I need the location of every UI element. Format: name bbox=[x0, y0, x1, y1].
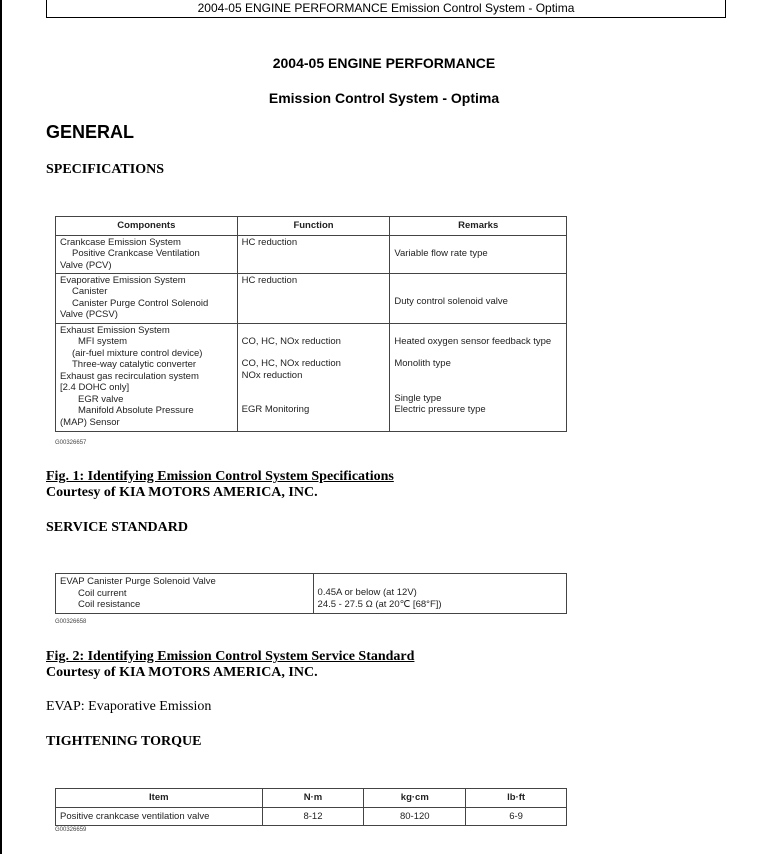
function-text: CO, HC, NOx reduction bbox=[241, 335, 341, 347]
component-line: Exhaust Emission System bbox=[60, 324, 170, 336]
service-standard-row bbox=[56, 574, 567, 614]
remark-text: Heated oxygen sensor feedback type bbox=[394, 335, 552, 347]
remarks-cell bbox=[390, 323, 567, 431]
figure-code: G00326657 bbox=[55, 440, 87, 446]
spec-header-row bbox=[56, 217, 567, 236]
torque-header-row bbox=[56, 789, 567, 808]
torque-lbft-cell: 6-9 bbox=[466, 807, 567, 826]
component-line: EGR valve bbox=[78, 393, 124, 405]
service-item: EVAP Canister Purge Solenoid Valve bbox=[60, 576, 216, 587]
function-cell bbox=[237, 235, 390, 273]
figure-1-title: Fig. 1: Identifying Emission Control System Specifications bbox=[46, 469, 394, 484]
coil-resistance-label: Coil resistance bbox=[78, 599, 141, 610]
function-cell bbox=[237, 323, 390, 431]
component-line: Three-way catalytic converter bbox=[72, 359, 197, 370]
specifications-table bbox=[55, 216, 567, 432]
torque-kgcm-cell: 80-120 bbox=[364, 807, 466, 826]
component-cell bbox=[56, 323, 238, 431]
function-text: EGR Monitoring bbox=[241, 404, 310, 415]
column-header: Item bbox=[56, 789, 263, 808]
function-text: HC reduction bbox=[241, 236, 298, 248]
general-heading: GENERAL bbox=[46, 122, 135, 142]
specifications-heading: SPECIFICATIONS bbox=[46, 162, 164, 177]
torque-item-cell: Positive crankcase ventilation valve bbox=[56, 807, 263, 826]
document-title: 2004-05 ENGINE PERFORMANCE bbox=[272, 55, 496, 71]
document-subtitle: Emission Control System - Optima bbox=[268, 90, 500, 106]
component-line: Exhaust gas recirculation system bbox=[60, 370, 199, 382]
component-line: [2.4 DOHC only] bbox=[60, 382, 130, 393]
function-text: CO, HC, NOx reduction bbox=[241, 358, 341, 369]
spec-row-evaporative bbox=[56, 273, 567, 323]
remark-text: Single type bbox=[394, 392, 442, 404]
torque-nm-cell: 8-12 bbox=[262, 807, 364, 826]
component-line: Evaporative Emission System bbox=[60, 274, 186, 286]
remarks-cell bbox=[390, 273, 567, 323]
component-line: Manifold Absolute Pressure bbox=[78, 405, 194, 416]
component-line: Canister bbox=[72, 286, 108, 297]
component-line: Canister Purge Control Solenoid bbox=[72, 297, 209, 309]
figure-2-title: Fig. 2: Identifying Emission Control System Service Standard bbox=[46, 649, 415, 664]
component-line: (air-fuel mixture control device) bbox=[72, 347, 203, 359]
remark-text: Electric pressure type bbox=[394, 404, 486, 415]
remark-text: Monolith type bbox=[394, 358, 451, 369]
figure-1-caption bbox=[46, 469, 394, 501]
remark-text: Duty control solenoid valve bbox=[394, 295, 508, 307]
component-line: Valve (PCSV) bbox=[60, 309, 118, 320]
column-header: Remarks bbox=[390, 217, 567, 236]
figure-2-courtesy: Courtesy of KIA MOTORS AMERICA, INC. bbox=[46, 665, 318, 680]
figure-1-courtesy: Courtesy of KIA MOTORS AMERICA, INC. bbox=[46, 485, 318, 500]
component-cell bbox=[56, 273, 238, 323]
component-line: Valve (PCV) bbox=[60, 259, 112, 271]
service-standard-table bbox=[55, 573, 567, 614]
tightening-torque-table bbox=[55, 788, 567, 826]
component-cell bbox=[56, 235, 238, 273]
coil-current-value: 0.45A or below (at 12V) bbox=[317, 587, 417, 598]
running-header: 2004-05 ENGINE PERFORMANCE Emission Control System - Optima bbox=[46, 0, 726, 18]
column-header: Function bbox=[237, 217, 390, 236]
figure-code: G00326658 bbox=[55, 619, 87, 625]
remarks-cell bbox=[390, 235, 567, 273]
service-value-cell bbox=[313, 574, 566, 614]
spec-row-exhaust bbox=[56, 323, 567, 431]
column-header: lb·ft bbox=[466, 789, 567, 808]
evap-abbreviation-note: EVAP: Evaporative Emission bbox=[46, 699, 212, 714]
column-header: N·m bbox=[262, 789, 364, 808]
component-line: Positive Crankcase Ventilation bbox=[72, 248, 200, 259]
spec-row-crankcase bbox=[56, 235, 567, 273]
function-text: NOx reduction bbox=[241, 369, 303, 381]
tightening-torque-heading: TIGHTENING TORQUE bbox=[46, 734, 202, 749]
component-line: Crankcase Emission System bbox=[60, 236, 181, 248]
function-text: HC reduction bbox=[241, 274, 298, 286]
torque-row bbox=[56, 807, 567, 826]
component-line: MFI system bbox=[78, 336, 128, 347]
figure-2-caption bbox=[46, 649, 414, 681]
column-header: Components bbox=[56, 217, 238, 236]
coil-resistance-value: 24.5 - 27.5 Ω (at 20℃ [68°F]) bbox=[317, 598, 442, 610]
coil-current-label: Coil current bbox=[78, 587, 127, 599]
remark-text: Variable flow rate type bbox=[394, 247, 488, 259]
page-left-border bbox=[0, 0, 2, 854]
service-item-cell bbox=[56, 574, 314, 614]
function-cell bbox=[237, 273, 390, 323]
component-line: (MAP) Sensor bbox=[60, 416, 120, 428]
column-header: kg·cm bbox=[364, 789, 466, 808]
figure-code: G00326659 bbox=[55, 827, 87, 833]
service-standard-heading: SERVICE STANDARD bbox=[46, 520, 188, 535]
